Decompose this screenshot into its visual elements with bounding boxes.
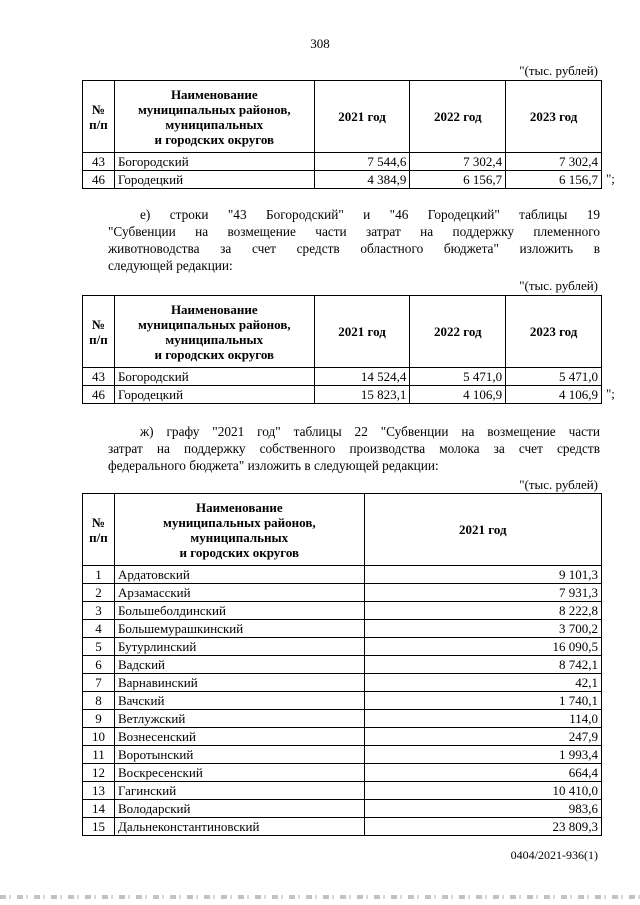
table-header (83, 494, 602, 566)
row-2022: 5 471,0 (410, 368, 506, 386)
header-name: Наименование муниципальных районов, муниципальных и городских округов (114, 494, 364, 566)
units-label: "(тыс. рублей) (519, 278, 598, 293)
paragraph-line: затрат на поддержку собственного производства молока за счет средств (108, 441, 600, 456)
row-2022: 6 156,7 (410, 171, 506, 189)
row-name: Большемурашкинский (114, 620, 364, 638)
table-row (83, 584, 602, 602)
row-name: Большеболдинский (114, 602, 364, 620)
row-2023: 7 302,4 (506, 153, 602, 171)
header-2021: 2021 год (314, 81, 410, 153)
row-num: 4 (83, 620, 115, 638)
table-row (83, 782, 602, 800)
row-2021: 1 740,1 (364, 692, 601, 710)
paragraph-line: "Субвенции на возмещение части затрат на поддержку племенного (108, 224, 600, 239)
table-1 (82, 80, 602, 189)
paragraph-line: следующей редакции: (108, 258, 233, 273)
table-row (83, 638, 602, 656)
scan-artifact (0, 895, 640, 899)
table-2-suffix: "; (606, 386, 615, 401)
row-num: 12 (83, 764, 115, 782)
row-num: 2 (83, 584, 115, 602)
table-header (83, 81, 602, 153)
row-num: 10 (83, 728, 115, 746)
row-num: 5 (83, 638, 115, 656)
row-name: Бутурлинский (114, 638, 364, 656)
row-num: 3 (83, 602, 115, 620)
table-3 (82, 493, 602, 836)
paragraph-line: е) строки "43 Богородский" и "46 Городецкий" таблицы 19 (140, 207, 600, 222)
row-2021: 1 993,4 (364, 746, 601, 764)
table-row (83, 746, 602, 764)
row-num: 43 (83, 153, 115, 171)
document-code: 0404/2021-936(1) (510, 848, 598, 862)
units-label: "(тыс. рублей) (519, 477, 598, 492)
row-2021: 247,9 (364, 728, 601, 746)
table-row (83, 171, 602, 189)
row-2021: 7 544,6 (314, 153, 410, 171)
table-header (83, 296, 602, 368)
row-2021: 664,4 (364, 764, 601, 782)
row-name: Гагинский (114, 782, 364, 800)
row-2023: 4 106,9 (506, 386, 602, 404)
table-row (83, 710, 602, 728)
row-name: Городецкий (114, 171, 314, 189)
row-num: 11 (83, 746, 115, 764)
header-name: Наименование муниципальных районов, муниципальных и городских округов (114, 296, 314, 368)
page-number: 308 (310, 36, 330, 51)
row-num: 13 (83, 782, 115, 800)
row-name: Варнавинский (114, 674, 364, 692)
row-2022: 7 302,4 (410, 153, 506, 171)
row-name: Вадский (114, 656, 364, 674)
table-row (83, 764, 602, 782)
row-2021: 4 384,9 (314, 171, 410, 189)
row-name: Городецкий (114, 386, 314, 404)
table-row (83, 692, 602, 710)
row-name: Дальнеконстантиновский (114, 818, 364, 836)
table-row (83, 674, 602, 692)
table-row (83, 566, 602, 584)
row-2021: 114,0 (364, 710, 601, 728)
row-num: 43 (83, 368, 115, 386)
row-name: Вознесенский (114, 728, 364, 746)
table-row (83, 656, 602, 674)
table-row (83, 800, 602, 818)
row-num: 9 (83, 710, 115, 728)
table-row (83, 728, 602, 746)
row-num: 46 (83, 171, 115, 189)
table-row (83, 602, 602, 620)
row-num: 6 (83, 656, 115, 674)
row-2021: 3 700,2 (364, 620, 601, 638)
row-num: 8 (83, 692, 115, 710)
row-2021: 23 809,3 (364, 818, 601, 836)
header-2021: 2021 год (364, 494, 601, 566)
row-2021: 42,1 (364, 674, 601, 692)
row-name: Воскресенский (114, 764, 364, 782)
row-name: Ардатовский (114, 566, 364, 584)
row-name: Ветлужский (114, 710, 364, 728)
row-name: Богородский (114, 153, 314, 171)
row-2021: 10 410,0 (364, 782, 601, 800)
table-2 (82, 295, 602, 404)
table-row (83, 620, 602, 638)
units-label: "(тыс. рублей) (519, 63, 598, 78)
row-num: 7 (83, 674, 115, 692)
header-num: № п/п (83, 494, 115, 566)
row-num: 14 (83, 800, 115, 818)
table-row (83, 386, 602, 404)
paragraph-zh (108, 423, 600, 474)
row-2021: 8 742,1 (364, 656, 601, 674)
header-2023: 2023 год (506, 296, 602, 368)
row-name: Воротынский (114, 746, 364, 764)
paragraph-line: ж) графу "2021 год" таблицы 22 "Субвенции на возмещение части (140, 424, 600, 439)
row-2021: 16 090,5 (364, 638, 601, 656)
row-2021: 14 524,4 (314, 368, 410, 386)
paragraph-line: федерального бюджета" изложить в следующей редакции: (108, 458, 439, 473)
header-name: Наименование муниципальных районов, муниципальных и городских округов (114, 81, 314, 153)
row-2021: 9 101,3 (364, 566, 601, 584)
row-2023: 5 471,0 (506, 368, 602, 386)
table-row (83, 153, 602, 171)
row-num: 46 (83, 386, 115, 404)
header-2022: 2022 год (410, 296, 506, 368)
row-num: 1 (83, 566, 115, 584)
row-name: Богородский (114, 368, 314, 386)
table-1-suffix: "; (606, 171, 615, 186)
row-2023: 6 156,7 (506, 171, 602, 189)
row-2022: 4 106,9 (410, 386, 506, 404)
row-name: Вачский (114, 692, 364, 710)
row-name: Арзамасский (114, 584, 364, 602)
header-2023: 2023 год (506, 81, 602, 153)
row-2021: 15 823,1 (314, 386, 410, 404)
table-row (83, 368, 602, 386)
row-name: Володарский (114, 800, 364, 818)
header-num: № п/п (83, 296, 115, 368)
row-num: 15 (83, 818, 115, 836)
row-2021: 7 931,3 (364, 584, 601, 602)
paragraph-line: животноводства за счет средств областного бюджета" изложить в (108, 241, 600, 256)
header-num: № п/п (83, 81, 115, 153)
header-2022: 2022 год (410, 81, 506, 153)
row-2021: 983,6 (364, 800, 601, 818)
table-row (83, 818, 602, 836)
header-2021: 2021 год (314, 296, 410, 368)
row-2021: 8 222,8 (364, 602, 601, 620)
paragraph-e (108, 206, 600, 274)
